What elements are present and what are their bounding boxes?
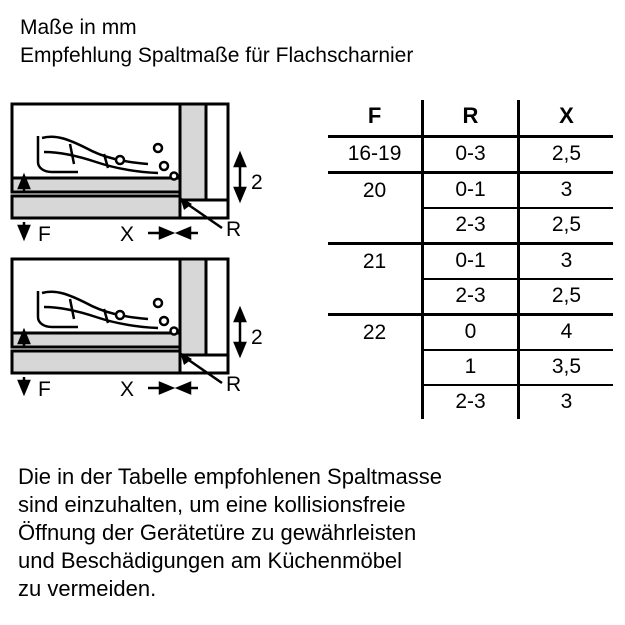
footer-note (18, 463, 618, 603)
cell-f (328, 350, 423, 385)
footer-line-2: sind einzuhalten, um eine kollisionsfreie (18, 492, 406, 517)
cell-x: 2,5 (551, 142, 582, 165)
table-header-row (328, 100, 613, 137)
title-line-2: Empfehlung Spaltmaße für Flachscharnier (20, 44, 414, 67)
cell-r: 2-3 (423, 385, 519, 419)
bottom-view-label-x: X (120, 378, 135, 401)
bottom-view-group (12, 259, 263, 401)
cell-r: 0-1 (423, 244, 519, 280)
top-view-label-x: X (120, 223, 135, 246)
table-row (328, 208, 613, 244)
footer-line-1: Die in der Tabelle empfohlenen Spaltmasse (18, 464, 442, 489)
table-row (328, 279, 613, 315)
cell-x: 2,5 (518, 279, 613, 315)
footer-line-4: und Beschädigungen am Küchenmöbel (18, 548, 403, 573)
cell-f: 21 (328, 244, 423, 280)
table-row (328, 244, 613, 280)
cell-f: 20 (328, 173, 423, 209)
bottom-view-label-f: F (38, 378, 51, 401)
cell-f (328, 208, 423, 244)
title-line-1: Maße in mm (20, 16, 137, 39)
table-body (328, 137, 613, 420)
bottom-view-label-r: R (226, 373, 242, 396)
footer-line-3: Öffnung der Gerätetüre zu gewährleisten (18, 520, 417, 545)
table-row (328, 385, 613, 419)
page-title (20, 14, 610, 70)
top-view-label-r: R (226, 218, 242, 241)
cell-f (328, 279, 423, 315)
column-header-x: X (518, 100, 613, 137)
cell-f (328, 385, 423, 419)
bottom-view-label-gap: 2 (251, 326, 263, 349)
top-view-label-gap: 2 (251, 171, 263, 194)
cell-r: 2-3 (423, 208, 519, 244)
cell-x: 4 (518, 315, 613, 351)
cell-f: 22 (328, 315, 423, 351)
cell-r: 0-3 (423, 137, 519, 173)
cell-x: 3,5 (518, 350, 613, 385)
table-row (328, 173, 613, 209)
cell-r: 2-3 (423, 279, 519, 315)
table-row (328, 350, 613, 385)
cell-r: 0-1 (423, 173, 519, 209)
gap-dimension-table (328, 100, 613, 419)
cell-r: 0 (423, 315, 519, 351)
cell-f: 16-19 (328, 137, 423, 173)
column-header-f: F (328, 100, 423, 137)
top-view-label-f: F (38, 223, 51, 246)
hinge-gap-diagram (8, 96, 308, 426)
table-row (328, 315, 613, 351)
cell-x: 2,5 (518, 208, 613, 244)
column-header-r: R (423, 100, 519, 137)
cell-x: 3 (518, 244, 613, 280)
spec-table (328, 100, 613, 419)
cell-x: 3 (518, 173, 613, 209)
footer-line-5: zu vermeiden. (18, 576, 157, 601)
table-row (328, 137, 613, 173)
cell-x: 3 (518, 385, 613, 419)
top-view-group (12, 104, 263, 246)
cell-r: 1 (423, 350, 519, 385)
diagram-svg (8, 96, 308, 426)
